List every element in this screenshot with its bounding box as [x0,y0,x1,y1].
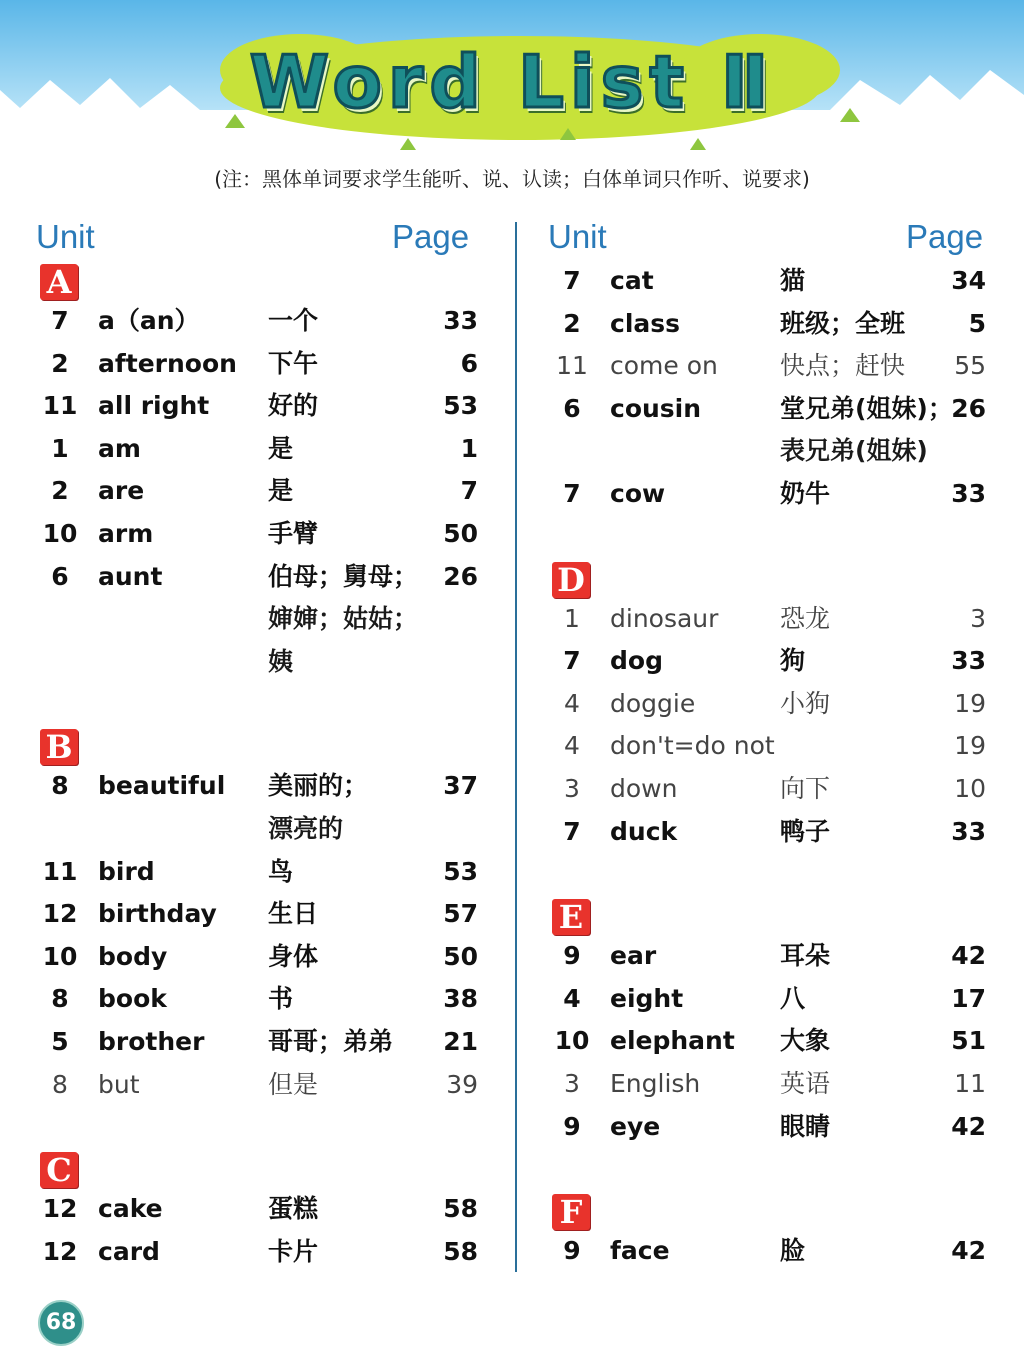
section-f [548,1190,1018,1273]
section-d [548,558,1018,854]
chinese-meaning: 堂兄弟(姐妹)； [780,393,953,423]
chinese-meaning: 鸭子 [780,816,831,846]
chinese-meaning: 生日 [268,899,319,929]
page-number: 53 [443,856,478,886]
chinese-meaning: 手臂 [268,518,319,548]
word-entry-continuation [36,808,506,851]
unit-number: 2 [563,308,581,338]
chinese-meaning: 下午 [268,348,319,378]
chinese-meaning: 美丽的； [268,771,369,801]
chinese-meaning: 但是 [268,1069,319,1099]
unit-number: 5 [51,1026,69,1056]
chinese-meaning: 奶牛 [780,478,831,508]
unit-number: 3 [564,1068,580,1098]
english-word: afternoon [98,348,237,378]
page-number: 19 [954,688,986,718]
word-entry [548,303,1018,346]
unit-number: 8 [51,771,69,801]
english-word: doggie [610,688,696,718]
page-number: 33 [951,646,986,676]
unit-header: Unit [548,218,607,255]
column-divider [515,222,517,1272]
section-c [36,1148,506,1273]
word-entry [548,345,1018,388]
word-entry-continuation [36,641,506,684]
word-entry [548,1106,1018,1149]
unit-header: Unit [36,218,95,255]
unit-number: 2 [51,476,69,506]
word-entry [548,473,1018,516]
unit-number: 12 [42,1236,78,1266]
section-letter-badge: B [40,729,78,765]
unit-number: 1 [51,433,69,463]
page-number: 38 [443,984,478,1014]
section-b [36,725,506,1106]
english-word: elephant [610,1026,735,1056]
page-number: 21 [443,1026,478,1056]
word-entry [36,556,506,599]
english-word: ear [610,941,657,971]
english-word: English [610,1068,701,1098]
chinese-meaning: 是 [268,476,294,506]
unit-number: 9 [563,1111,581,1141]
unit-number: 7 [563,816,581,846]
english-word: body [98,941,168,971]
word-entry [36,343,506,386]
word-entry [548,1230,1018,1273]
chinese-meaning: 表兄弟(姐妹) [780,436,928,466]
english-word: class [610,308,681,338]
page-number: 34 [951,266,986,295]
unit-number: 7 [563,266,581,295]
english-word: card [98,1236,160,1266]
page-number: 55 [954,351,986,381]
english-word: a（an） [98,306,200,335]
english-word: are [98,476,145,506]
word-entry [36,1188,506,1231]
chinese-meaning: 蛋糕 [268,1194,319,1224]
unit-number: 8 [51,984,69,1014]
chinese-meaning: 卡片 [268,1236,319,1266]
unit-number: 10 [42,941,78,971]
english-word: duck [610,816,678,846]
unit-number: 7 [563,478,581,508]
word-entry-continuation [548,430,1018,473]
chinese-meaning: 鸟 [268,856,294,886]
word-entry [548,935,1018,978]
english-word: down [610,773,678,803]
page-number: 11 [954,1068,986,1098]
page-number: 51 [951,1026,986,1056]
page-number: 26 [443,561,478,591]
chinese-meaning: 伯母；舅母； [268,561,419,591]
section-letter-badge: C [40,1152,78,1188]
unit-number: 12 [42,1194,78,1224]
word-entry [548,1063,1018,1106]
word-entry [548,598,1018,641]
page-number: 58 [443,1236,478,1266]
word-entry [36,851,506,894]
section-letter-badge: D [552,562,590,598]
chinese-meaning: 眼睛 [780,1111,831,1141]
chinese-meaning: 好的 [268,391,319,421]
chinese-meaning: 英语 [780,1068,831,1098]
english-word: don't=do not [610,731,775,761]
section-letter-badge: A [40,264,78,300]
chinese-meaning: 书 [268,984,294,1014]
chinese-meaning: 身体 [268,941,319,971]
unit-number: 6 [563,393,581,423]
unit-number: 6 [51,561,69,591]
page-number: 10 [954,773,986,803]
section-letter-badge: F [552,1194,590,1230]
chinese-meaning: 恐龙 [780,603,831,633]
chinese-meaning: 哥哥；弟弟 [268,1026,394,1056]
page-number: 33 [951,816,986,846]
section-a [36,260,506,683]
english-word: cat [610,266,654,295]
chinese-meaning: 姨 [268,646,294,676]
page-number: 7 [460,476,478,506]
page-number: 19 [954,731,986,761]
page-number: 3 [970,603,986,633]
unit-number: 7 [563,646,581,676]
english-word: dinosaur [610,603,719,633]
word-entry [548,978,1018,1021]
english-word: aunt [98,561,163,591]
word-entry-continuation [36,598,506,641]
chinese-meaning: 婶婶；姑姑； [268,604,419,634]
english-word: cake [98,1194,163,1224]
chinese-meaning: 漂亮的 [268,813,344,843]
page-header: Page [392,218,470,255]
word-entry [36,513,506,556]
word-entry [36,385,506,428]
page-header: Page [906,218,984,255]
english-word: eye [610,1111,661,1141]
chinese-meaning: 小狗 [780,688,831,718]
word-entry [548,640,1018,683]
word-entry [36,1021,506,1064]
unit-number: 12 [42,899,78,929]
unit-number: 2 [51,348,69,378]
unit-number: 1 [564,603,580,633]
page-number: 33 [951,478,986,508]
english-word: cow [610,478,666,508]
chinese-meaning: 是 [268,433,294,463]
chinese-meaning: 快点；赶快 [780,351,906,381]
page-number: 50 [443,518,478,548]
english-word: brother [98,1026,205,1056]
right-column [548,210,1018,1273]
word-entry [36,428,506,471]
english-word: cousin [610,393,702,423]
chinese-meaning: 猫 [780,266,806,295]
page-number: 50 [443,941,478,971]
unit-number: 11 [42,856,78,886]
chinese-meaning: 八 [780,983,806,1013]
page-number: 5 [968,308,986,338]
unit-number: 11 [556,351,588,381]
section-e [548,895,1018,1148]
column-header [36,210,506,260]
word-entry [548,811,1018,854]
chinese-meaning: 一个 [268,306,319,335]
word-entry [36,936,506,979]
unit-number: 4 [563,983,581,1013]
word-entry [548,1020,1018,1063]
unit-number: 4 [564,688,580,718]
page-title: Word List Ⅱ [249,40,775,124]
unit-number: 4 [564,731,580,761]
english-word: dog [610,646,663,676]
page-number: 58 [443,1194,478,1224]
english-word: but [98,1069,140,1099]
word-entry [36,470,506,513]
page-number-badge: 68 [38,1300,84,1346]
unit-number: 7 [51,306,69,335]
english-word: come on [610,351,718,381]
chinese-meaning: 耳朵 [780,941,831,971]
word-entry [36,765,506,808]
english-word: birthday [98,899,217,929]
unit-number: 10 [554,1026,590,1056]
page-number: 33 [443,306,478,335]
chinese-meaning: 向下 [780,773,831,803]
word-entry [36,1064,506,1107]
unit-number: 10 [42,518,78,548]
unit-number: 9 [563,941,581,971]
english-word: arm [98,518,154,548]
english-word: bird [98,856,155,886]
section-letter-badge: E [552,899,590,935]
word-entry [36,300,506,343]
page-number: 42 [951,1111,986,1141]
page-number: 17 [951,983,986,1013]
page-number: 1 [460,433,478,463]
section-continued [548,260,1018,516]
usage-note: (注：黑体单词要求学生能听、说、认读；白体单词只作听、说要求) [214,167,810,191]
word-entry [548,260,1018,303]
word-entry [548,388,1018,431]
page-number: 39 [446,1069,478,1099]
chinese-meaning: 脸 [780,1236,806,1266]
page-number: 42 [951,1236,986,1266]
unit-number: 3 [564,773,580,803]
english-word: face [610,1236,670,1266]
english-word: all right [98,391,210,421]
word-entry [548,725,1018,768]
word-entry [548,683,1018,726]
unit-number: 11 [42,391,78,421]
word-entry [36,1231,506,1274]
english-word: book [98,984,167,1014]
column-header [548,210,1018,260]
page-number: 42 [951,941,986,971]
page-number: 37 [443,771,478,801]
page-number: 53 [443,391,478,421]
english-word: eight [610,983,684,1013]
page-number: 6 [460,348,478,378]
word-entry [36,893,506,936]
page-number: 26 [951,393,986,423]
chinese-meaning: 大象 [780,1026,831,1056]
page-number: 57 [443,899,478,929]
english-word: beautiful [98,771,226,801]
chinese-meaning: 狗 [780,646,806,676]
word-entry [36,978,506,1021]
left-column [36,210,506,1273]
unit-number: 8 [52,1069,68,1099]
word-entry [548,768,1018,811]
unit-number: 9 [563,1236,581,1266]
english-word: am [98,433,141,463]
chinese-meaning: 班级；全班 [780,308,906,338]
